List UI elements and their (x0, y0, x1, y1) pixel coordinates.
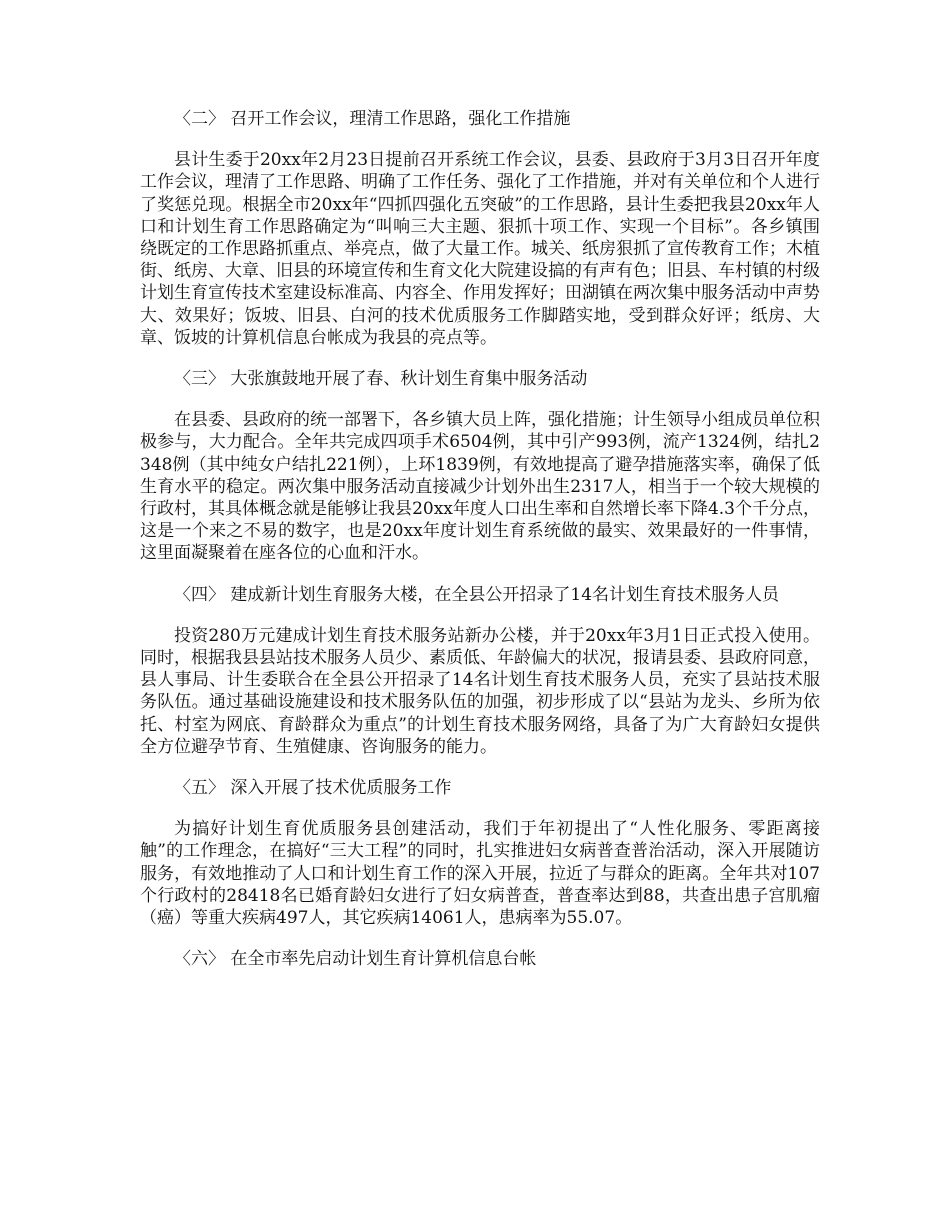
section-2 (140, 108, 820, 349)
section-4 (140, 584, 820, 758)
section-5 (140, 777, 820, 929)
section-paragraph: 县计生委于20xx年2月23日提前召开系统工作会议，县委、县政府于3月3日召开年度工作会议，理清了工作思路、明确了工作任务、强化了工作措施，并对有关单位和个人进行了奖惩兑现。根据全市20xx年“四抓四强化五突破”的工作思路，县计生委把我县20xx年人口和计划生育工作思路确定为“叫响三大主题、狠抓十项工作、实现一个目标”。各乡镇围绕既定的工作思路抓重点、举亮点，做了大量工作。城关、纸房狠抓了宣传教育工作；木植街、纸房、大章、旧县的环境宣传和生育文化大院建设搞的有声有色；旧县、车村镇的村级计划生育宣传技术室建设标准高、内容全、作用发挥好；田湖镇在两次集中服务活动中声势大、效果好；饭坡、旧县、白河的技术优质服务工作脚踏实地，受到群众好评；纸房、大章、饭坡的计算机信息台帐成为我县的亮点等。 (140, 150, 820, 348)
section-paragraph: 投资280万元建成计划生育技术服务站新办公楼，并于20xx年3月1日正式投入使用。同时，根据我县县站技术服务人员少、素质低、年龄偏大的状况，报请县委、县政府同意，县人事局、计生委联合在全县公开招录了14名计划生育技术服务人员，充实了县站技术服务队伍。通过基础设施建设和技术服务队伍的加强，初步形成了以“县站为龙头、乡所为依托、村室为网底、育龄群众为重点”的计划生育技术服务网络，具备了为广大育龄妇女提供全方位避孕节育、生殖健康、咨询服务的能力。 (140, 625, 820, 757)
section-heading: 〈三〉 大张旗鼓地开展了春、秋计划生育集中服务活动 (174, 369, 588, 390)
section-paragraph: 在县委、县政府的统一部署下，各乡镇大员上阵，强化措施；计生领导小组成员单位积极参与，大力配合。全年共完成四项手术6504例，其中引产993例，流产1324例，结扎2348例（其中纯女户结扎221例），上环1839例，有效地提高了避孕措施落实率，确保了低生育水平的稳定。两次集中服务活动直接减少计划外出生2317人，相当于一个较大规模的行政村，其具体概念就是能够让我县20xx年度人口出生率和自然增长率下降4.3个千分点，这是一个来之不易的数字，也是20xx年度计划生育系统做的最实、效果最好的一件事情，这里面凝聚着在座各位的心血和汗水。 (140, 410, 820, 564)
section-heading: 〈六〉 在全市率先启动计划生育计算机信息台帐 (174, 949, 537, 970)
section-heading: 〈五〉 深入开展了技术优质服务工作 (174, 778, 452, 799)
section-6 (140, 948, 820, 970)
section-3 (140, 368, 820, 565)
section-paragraph: 为搞好计划生育优质服务县创建活动，我们于年初提出了“人性化服务、零距离接触”的工作理念，在搞好“三大工程”的同时，扎实推进妇女病普查普治活动，深入开展随访服务，有效地推动了人口和计划生育工作的深入开展，拉近了与群众的距离。全年共对107个行政村的28418名已婚育龄妇女进行了妇女病普查，普查率达到88，共查出患子宫肌瘤（癌）等重大疾病497人，其它疾病14061人，患病率为55.07。 (140, 819, 820, 929)
document-body (140, 108, 820, 990)
section-heading: 〈四〉 建成新计划生育服务大楼，在全县公开招录了14名计划生育技术服务人员 (174, 584, 780, 605)
section-heading: 〈二〉 召开工作会议，理清工作思路，强化工作措施 (174, 109, 571, 129)
